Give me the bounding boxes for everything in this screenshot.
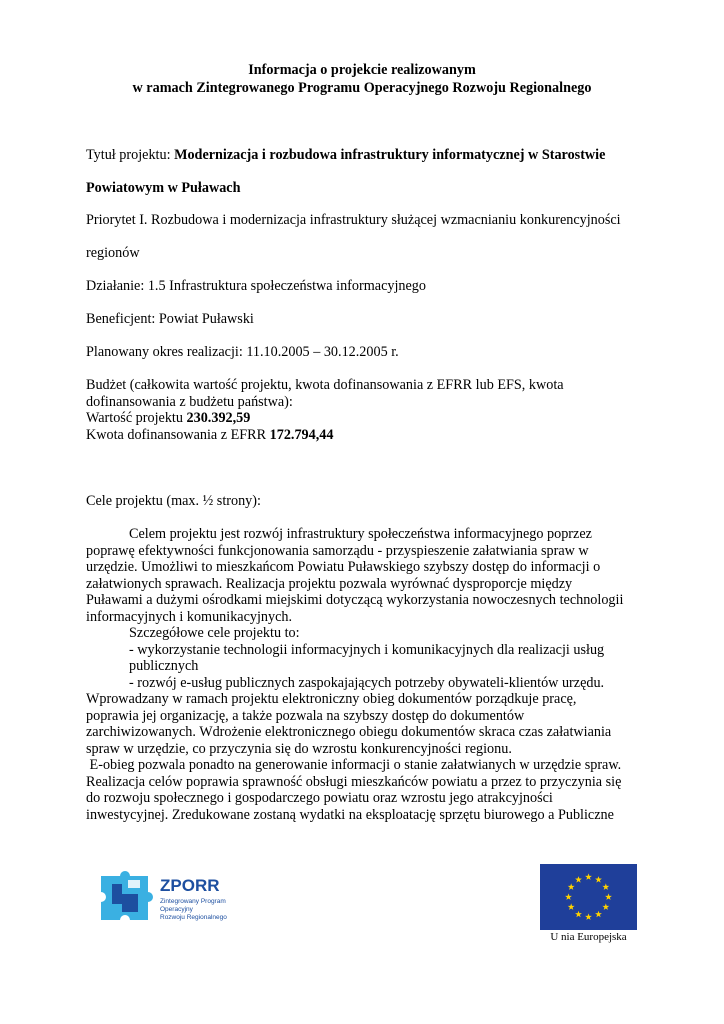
- zporr-name: ZPORR: [160, 876, 220, 895]
- implementation-period: Planowany okres realizacji: 11.10.2005 – 30.12.2005 r.: [86, 344, 399, 360]
- priority-line-2: regionów: [86, 245, 140, 261]
- budget-section: [86, 377, 646, 443]
- goals-body: [86, 526, 646, 823]
- goals-line: Puławami a dużymi ośrodkami miejskimi dotyczącą wykorzystania nowoczesnych technologii: [86, 592, 624, 608]
- goals-line: poprawę efektywności funkcjonowania samorządu - przyspieszenie załatwiania spraw w: [86, 542, 589, 559]
- goals-line: E-obieg pozwala ponadto na generowanie informacji o stanie załatwianych w urzędzie spraw.: [86, 757, 622, 773]
- goals-line: inwestycyjnej. Zredukowane zostaną wydatki na eksploatację sprzętu biurowego a Publiczne: [86, 806, 614, 823]
- eu-caption: U nia Europejska: [550, 931, 627, 943]
- zporr-logo: [98, 868, 238, 928]
- goals-line: - rozwój e-usług publicznych zaspokajających potrzeby obywateli-klientów urzędu.: [129, 674, 605, 691]
- project-title-value: Modernizacja i rozbudowa infrastruktury informatycznej w Starostwie: [174, 147, 606, 163]
- goals-line: informacyjnych i komunikacyjnych.: [86, 608, 293, 625]
- goals-line: do rozwoju społecznego i gospodarczego powiatu oraz wzrostu jego atrakcyjności: [86, 790, 553, 806]
- goals-line: - wykorzystanie technologii informacyjnych i komunikacyjnych dla realizacji usług: [129, 641, 605, 658]
- goals-line: Celem projektu jest rozwój infrastruktury społeczeństwa informacyjnego poprzez: [129, 526, 592, 542]
- funding-line: [86, 427, 646, 444]
- zporr-sub-3: Rozwoju Regionalnego: [160, 914, 227, 921]
- goals-line: Realizacja celów poprawia sprawność obsługi mieszkańców powiatu a przez to przyczynia się: [86, 773, 622, 790]
- header-line-2: w ramach Zintegrowanego Programu Operacyjnego Rozwoju Regionalnego: [132, 80, 592, 96]
- goals-line: poprawia jej organizację, a także pozwala na szybszy dostęp do dokumentów: [86, 707, 525, 724]
- project-title-line-2: Powiatowym w Puławach: [86, 180, 241, 196]
- measure: Działanie: 1.5 Infrastruktura społeczeństwa informacyjnego: [86, 278, 426, 294]
- goals-line: zarchiwizowanych. Wdrożenie elektronicznego obiegu dokumentów skraca czas załatwiania: [86, 724, 612, 740]
- project-value-line: [86, 410, 646, 427]
- budget-line-1: Budżet (całkowita wartość projektu, kwota dofinansowania z EFRR lub EFS, kwota: [86, 377, 564, 393]
- goals-line: Szczegółowe cele projektu to:: [129, 625, 300, 641]
- goals-heading: Cele projektu (max. ½ strony):: [86, 493, 261, 509]
- project-value: 230.392,59: [186, 410, 251, 426]
- eu-flag-icon: [540, 864, 637, 930]
- header-line-1: Informacja o projekcie realizowanym: [248, 62, 476, 78]
- budget-line-2: dofinansowania z budżetu państwa):: [86, 393, 293, 410]
- priority-line-1: Priorytet I. Rozbudowa i modernizacja infrastruktury służącej wzmacnianiu konkurencyjności: [86, 212, 621, 228]
- goals-line: spraw w urzędzie, co przyczynia się do wzrostu konkurencyjności regionu.: [86, 740, 512, 757]
- zporr-puzzle-icon: [98, 868, 238, 928]
- goals-line: publicznych: [129, 658, 199, 674]
- zporr-sub-2: Operacyjny: [160, 906, 193, 913]
- eu-flag: [540, 864, 637, 930]
- funding-label: Kwota dofinansowania z EFRR: [86, 426, 270, 443]
- zporr-sub-1: Zintegrowany Program: [160, 898, 226, 905]
- goals-line: urzędzie. Umożliwi to mieszkańcom Powiatu Puławskiego szybszy dostęp do informacji o: [86, 559, 601, 575]
- project-title-label: Tytuł projektu:: [86, 147, 175, 163]
- project-value-label: Wartość projektu: [86, 410, 187, 426]
- project-title-line-1: [86, 147, 605, 164]
- goals-line: Wprowadzany w ramach projektu elektroniczny obieg dokumentów porządkuje pracę,: [86, 691, 577, 707]
- funding-value: 172.794,44: [269, 426, 334, 443]
- goals-line: załatwionych sprawach. Realizacja projektu pozwala wyrównać dysproporcje między: [86, 575, 573, 592]
- beneficiary: Beneficjent: Powiat Puławski: [86, 311, 254, 327]
